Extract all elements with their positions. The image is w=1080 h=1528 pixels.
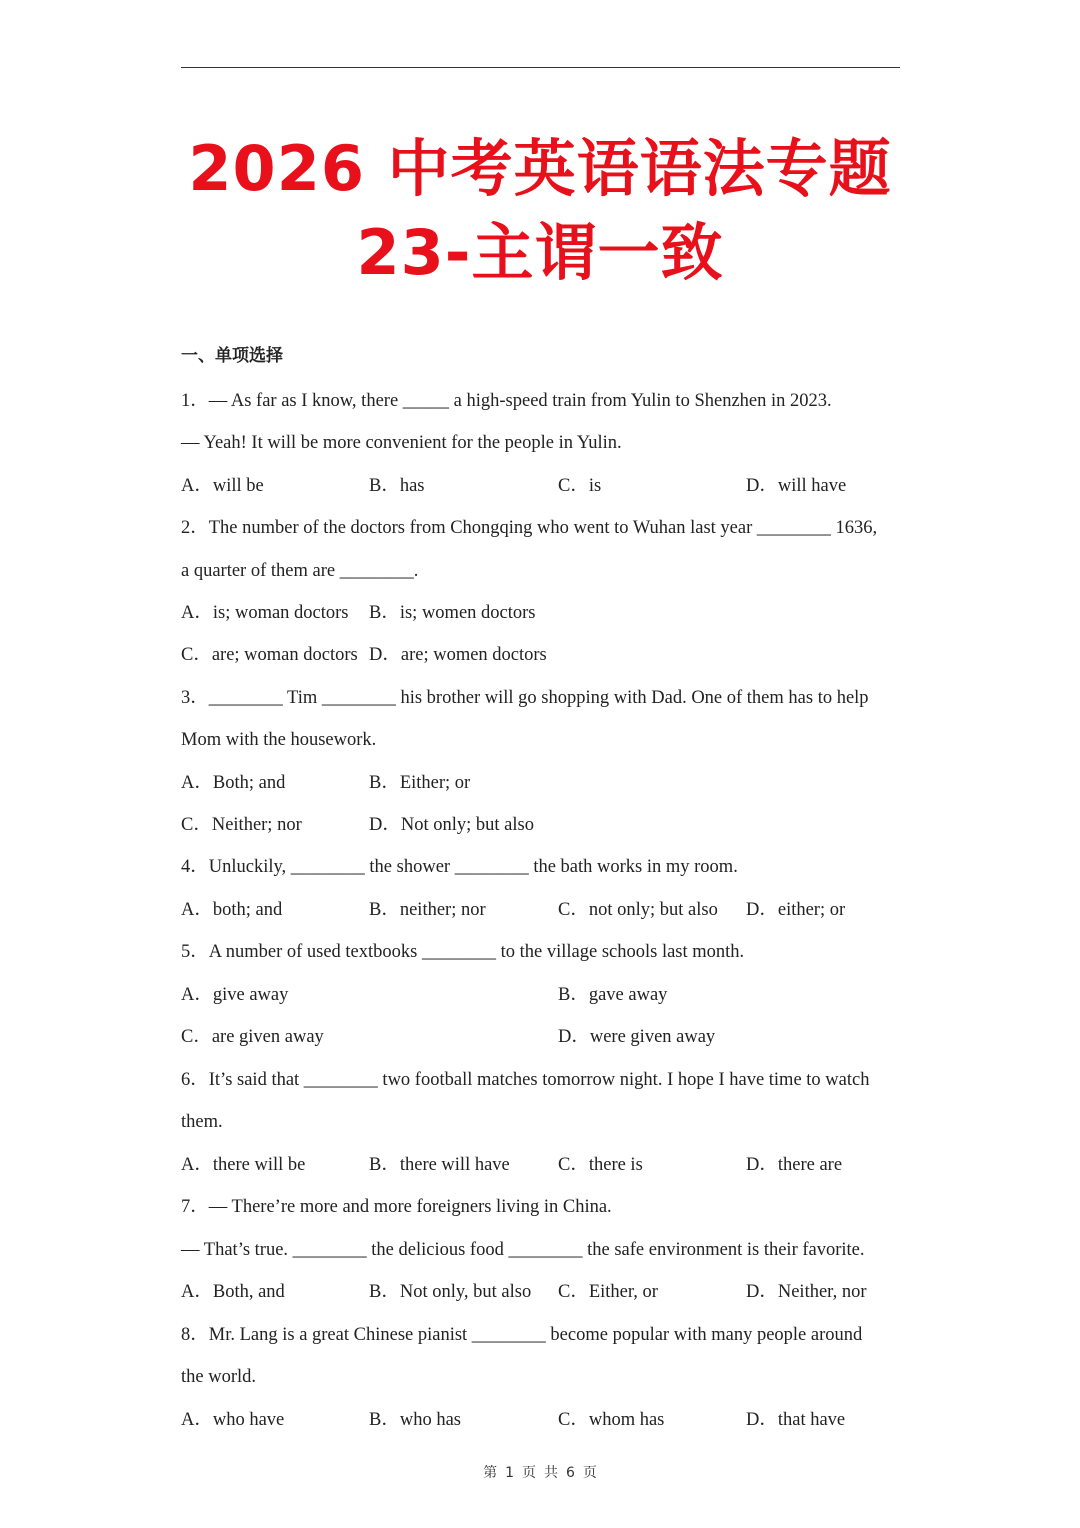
- question-3-stem-2: Mom with the housework.: [181, 730, 377, 750]
- title-line-1: 2026 中考英语语法专题: [188, 132, 892, 205]
- footer-page-number: 1: [505, 1465, 514, 1481]
- q5-option-d: D．were given away: [558, 1027, 716, 1047]
- q8-option-d: D．that have: [746, 1410, 846, 1430]
- q3-option-b: B．Either; or: [369, 773, 471, 793]
- q1-option-a: A．will be: [181, 476, 264, 496]
- page-footer: [0, 1466, 1080, 1480]
- q4-option-d: D．either; or: [746, 900, 846, 920]
- q5-option-b: B．gave away: [558, 985, 668, 1005]
- q5-option-c: C．are given away: [181, 1027, 324, 1047]
- q2-option-d: D．are; women doctors: [369, 645, 547, 665]
- q5-option-a: A．give away: [181, 985, 289, 1005]
- q4-option-a: A．both; and: [181, 900, 283, 920]
- q1-option-c: C．is: [558, 476, 602, 496]
- q1-option-d: D．will have: [746, 476, 847, 496]
- question-2-stem-1: 2．The number of the doctors from Chongqing who went to Wuhan last year ________ 1636,: [181, 518, 878, 538]
- question-2-stem-2: a quarter of them are ________.: [181, 561, 419, 581]
- question-4-stem-1: 4．Unluckily, ________ the shower ________ the bath works in my room.: [181, 857, 738, 877]
- question-7-stem-1: 7．— There’re more and more foreigners living in China.: [181, 1197, 612, 1217]
- q8-option-c: C．whom has: [558, 1410, 665, 1430]
- footer-mid-1: 页: [522, 1465, 536, 1481]
- q8-option-b: B．who has: [369, 1410, 461, 1430]
- q7-option-c: C．Either, or: [558, 1282, 658, 1302]
- question-8-stem-2: the world.: [181, 1367, 257, 1387]
- q4-option-b: B．neither; nor: [369, 900, 486, 920]
- q1-option-b: B．has: [369, 476, 425, 496]
- q6-option-d: D．there are: [746, 1155, 843, 1175]
- q6-option-a: A．there will be: [181, 1155, 306, 1175]
- q7-option-a: A．Both, and: [181, 1282, 285, 1302]
- q7-option-d: D．Neither, nor: [746, 1282, 867, 1302]
- q7-option-b: B．Not only, but also: [369, 1282, 532, 1302]
- title-line-2: 23-主谓一致: [356, 216, 724, 289]
- q8-option-a: A．who have: [181, 1410, 285, 1430]
- footer-prefix: 第: [483, 1465, 498, 1481]
- q6-option-b: B．there will have: [369, 1155, 510, 1175]
- question-5-stem-1: 5．A number of used textbooks ________ to the village schools last month.: [181, 942, 745, 962]
- q3-option-c: C．Neither; nor: [181, 815, 302, 835]
- question-3-stem-1: 3．________ Tim ________ his brother will go shopping with Dad. One of them has to help: [181, 688, 869, 708]
- q6-option-c: C．there is: [558, 1155, 643, 1175]
- question-6-stem-1: 6．It’s said that ________ two football matches tomorrow night. I hope I have time to watch: [181, 1070, 870, 1090]
- q2-option-b: B．is; women doctors: [369, 603, 536, 623]
- question-1-stem-2: — Yeah! It will be more convenient for the people in Yulin.: [181, 433, 622, 453]
- footer-total-pages: 6: [566, 1465, 575, 1481]
- footer-suffix: 页: [582, 1465, 597, 1481]
- q2-option-a: A．is; woman doctors: [181, 603, 349, 623]
- question-7-stem-2: — That’s true. ________ the delicious food ________ the safe environment is their favorite.: [181, 1240, 865, 1260]
- section-heading: 一、单项选择: [181, 346, 283, 366]
- header-rule: [181, 67, 900, 68]
- q3-option-d: D．Not only; but also: [369, 815, 534, 835]
- question-8-stem-1: 8．Mr. Lang is a great Chinese pianist ________ become popular with many people around: [181, 1325, 863, 1345]
- question-1-stem-1: 1．— As far as I know, there _____ a high-speed train from Yulin to Shenzhen in 2023.: [181, 391, 832, 411]
- q2-option-c: C．are; woman doctors: [181, 645, 358, 665]
- question-6-stem-2: them.: [181, 1112, 223, 1132]
- q4-option-c: C．not only; but also: [558, 900, 718, 920]
- footer-mid-2: 共: [544, 1465, 558, 1481]
- q3-option-a: A．Both; and: [181, 773, 286, 793]
